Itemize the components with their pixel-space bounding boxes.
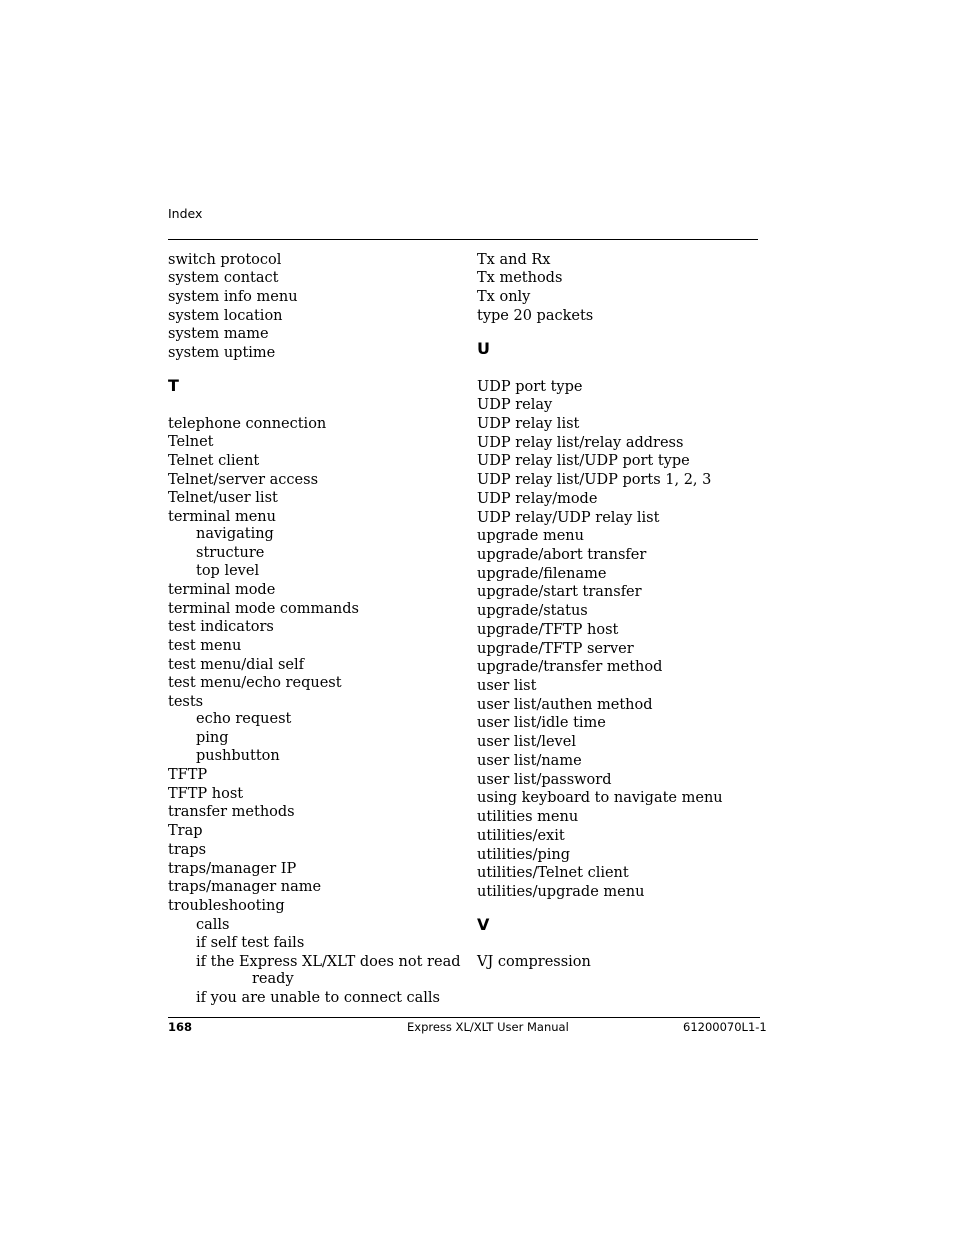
index-subentry: top level: [196, 563, 260, 580]
footer-doc-number: 61200070L1-1: [683, 1020, 767, 1034]
index-entry: Telnet client: [168, 452, 260, 469]
index-entry: telephone connection: [168, 415, 327, 432]
index-entry: upgrade/start transfer: [477, 584, 642, 601]
index-entry: UDP relay list/UDP ports 1, 2, 3: [477, 472, 712, 489]
index-subentry: navigating: [196, 525, 274, 542]
index-entry: user list/authen method: [477, 696, 653, 713]
index-entry: Telnet/server access: [168, 471, 319, 488]
index-entry: Tx methods: [477, 270, 563, 287]
index-subentry: if you are unable to connect calls: [196, 989, 440, 1006]
index-entry: user list/idle time: [477, 715, 606, 732]
index-entry: upgrade/status: [477, 603, 588, 620]
index-subentry: ready: [252, 970, 294, 987]
index-entry: utilities/ping: [477, 846, 570, 863]
index-entry: UDP port type: [477, 378, 583, 395]
index-entry: type 20 packets: [477, 307, 594, 324]
index-entry: system info menu: [168, 288, 298, 305]
index-entry: utilities/Telnet client: [477, 865, 629, 882]
index-entry: user list: [477, 678, 537, 695]
index-entry: traps/manager name: [168, 879, 322, 896]
index-entry: VJ compression: [477, 953, 591, 970]
index-entry: test indicators: [168, 619, 274, 636]
index-entry: troubleshooting: [168, 897, 285, 914]
index-entry: switch protocol: [168, 251, 282, 268]
index-entry: user list/level: [477, 734, 576, 751]
index-entry: user list/name: [477, 752, 582, 769]
index-entry: upgrade/TFTP server: [477, 640, 634, 657]
index-entry: traps/manager IP: [168, 860, 297, 877]
index-entry: test menu: [168, 638, 242, 654]
index-entry: upgrade menu: [477, 528, 584, 545]
index-subentry: ping: [196, 729, 229, 746]
index-entry: upgrade/TFTP host: [477, 621, 619, 638]
index-entry: traps: [168, 841, 207, 858]
index-entry: transfer methods: [168, 804, 295, 821]
index-subentry: calls: [196, 916, 230, 933]
index-entry: Tx and Rx: [477, 251, 551, 268]
footer-rule: [168, 1017, 760, 1018]
index-entry: UDP relay: [477, 397, 553, 414]
index-entry: Trap: [168, 823, 203, 840]
index-entry: utilities/exit: [477, 827, 565, 844]
index-entry: system contact: [168, 270, 279, 287]
index-entry: Telnet: [168, 434, 214, 451]
index-subentry: if self test fails: [196, 935, 305, 952]
index-subentry: structure: [196, 544, 265, 561]
footer-manual-title: Express XL/XLT User Manual: [407, 1020, 569, 1034]
index-entry: UDP relay/mode: [477, 490, 598, 507]
index-entry: TFTP: [168, 767, 208, 783]
index-entry: UDP relay list: [477, 415, 580, 432]
index-entry: test menu/dial self: [168, 656, 305, 673]
index-entry: terminal mode commands: [168, 600, 359, 617]
index-entry: using keyboard to navigate menu: [477, 790, 723, 807]
index-entry: upgrade/filename: [477, 565, 607, 582]
index-entry: Tx only: [477, 288, 531, 305]
index-entry: upgrade/transfer method: [477, 659, 663, 676]
index-entry: tests: [168, 694, 204, 711]
index-entry: system uptime: [168, 345, 276, 361]
index-section-letter: U: [477, 339, 490, 358]
index-entry: terminal mode: [168, 581, 276, 598]
index-entry: upgrade/abort transfer: [477, 546, 647, 563]
index-entry: UDP relay/UDP relay list: [477, 509, 660, 526]
index-subentry: if the Express XL/XLT does not read: [196, 954, 461, 970]
index-entry: system location: [168, 307, 283, 324]
index-entry: utilities menu: [477, 809, 579, 826]
index-subentry: pushbutton: [196, 748, 280, 765]
index-entry: system mame: [168, 326, 269, 343]
index-section-letter: V: [477, 915, 490, 934]
index-entry: UDP relay list/relay address: [477, 434, 684, 451]
index-subentry: echo request: [196, 710, 292, 727]
index-entry: TFTP host: [168, 785, 244, 802]
footer-page-number: 168: [168, 1020, 193, 1034]
index-section-letter: T: [168, 376, 179, 395]
index-entry: user list/password: [477, 771, 612, 788]
index-entry: test menu/echo request: [168, 675, 342, 692]
index-entry: UDP relay list/UDP port type: [477, 453, 690, 470]
page-header-label: Index: [168, 206, 203, 221]
index-entry: utilities/upgrade menu: [477, 883, 645, 900]
index-entry: terminal menu: [168, 509, 276, 525]
index-entry: Telnet/user list: [168, 490, 278, 507]
